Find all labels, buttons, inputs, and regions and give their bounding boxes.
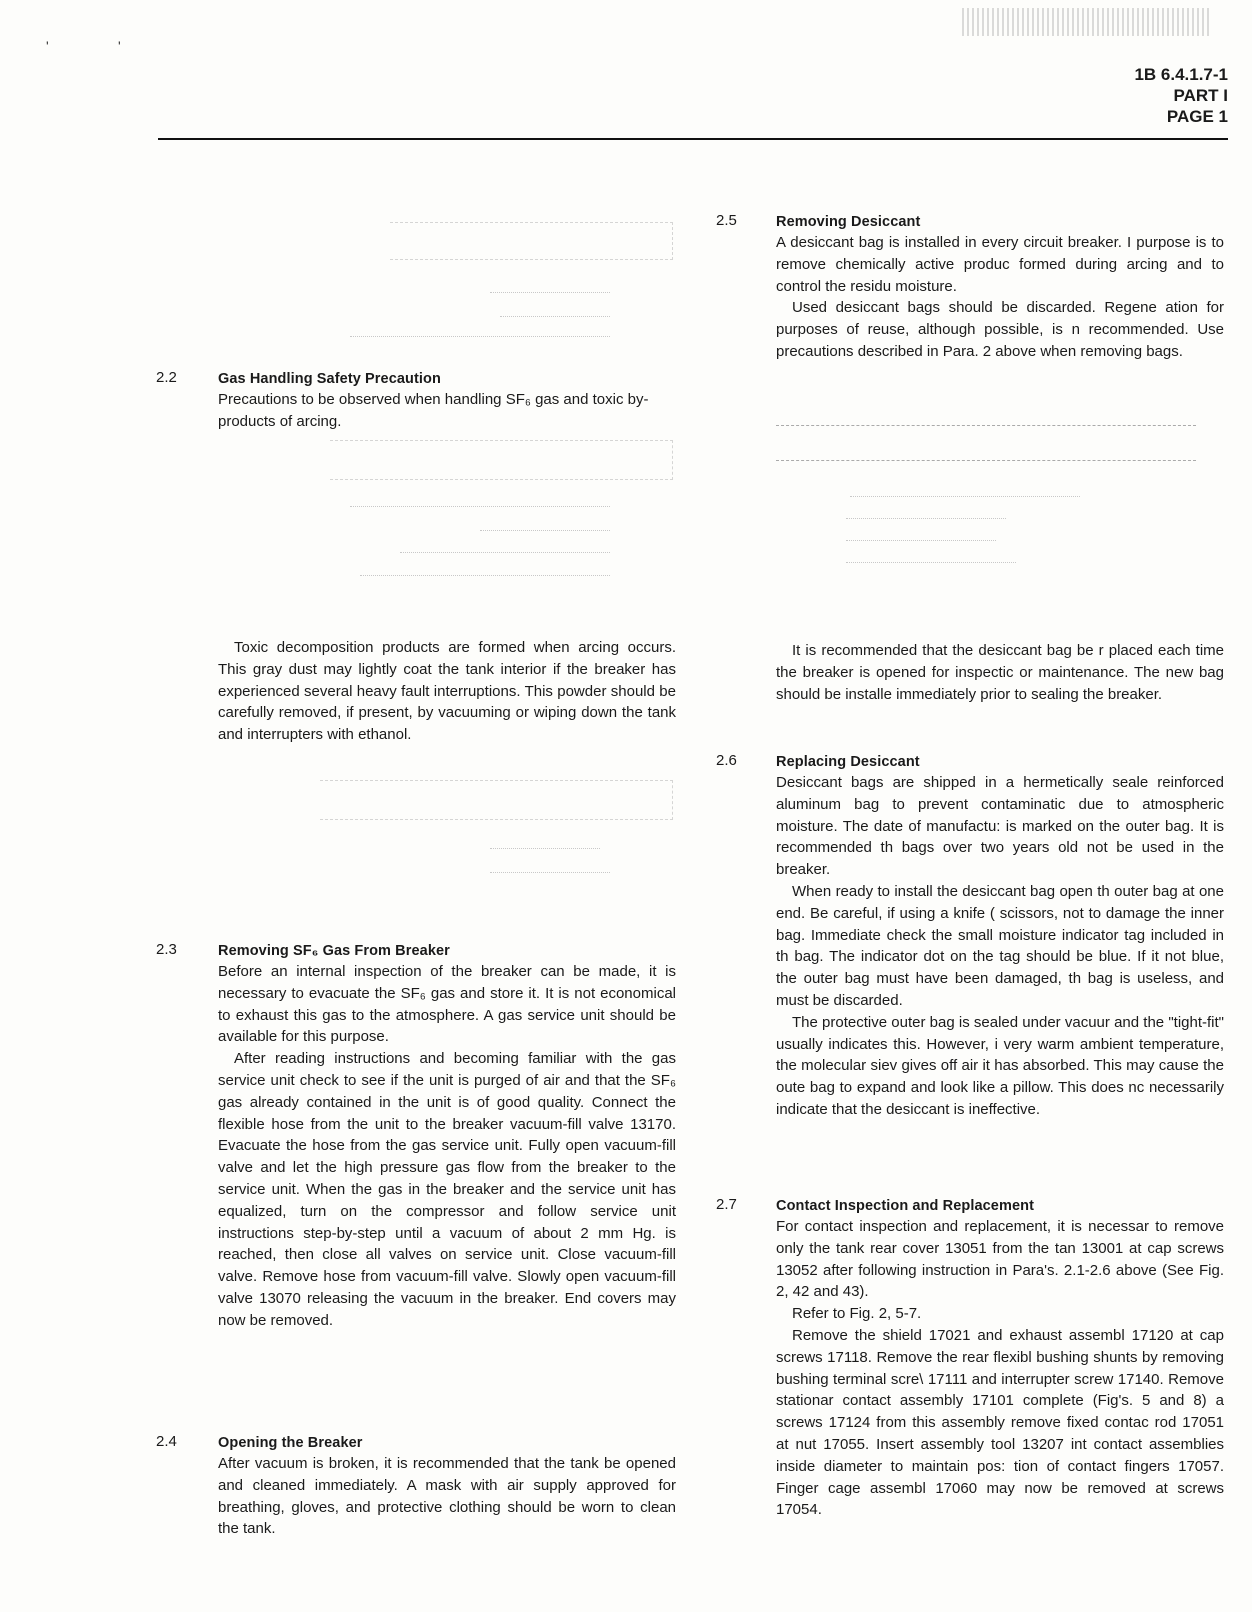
faded-text-line bbox=[350, 336, 610, 338]
faded-warning-box bbox=[330, 440, 673, 480]
paragraph: A desiccant bag is installed in every circuit breaker. I purpose is to remove chemically active produc formed during arcing and to control the residu moisture. bbox=[776, 234, 1224, 295]
faded-text-line bbox=[490, 292, 610, 294]
doc-number: 1B 6.4.1.7-1 bbox=[1134, 65, 1228, 84]
scan-noise bbox=[962, 8, 1212, 36]
paragraph: After vacuum is broken, it is recommended that the tank be opened and cleaned immediately. A mask with air supply approved for breathing, gloves, and protective clothing should be worn to clean the tank. bbox=[218, 1455, 676, 1538]
faded-text-line bbox=[480, 530, 610, 532]
paragraph: Remove the shield 17021 and exhaust assembl 17120 at cap screws 17118. Remove the rear flexibl bushing shunts by removing bushing terminal scre\ 17111 and interrupter screw 17140. Remove stationar contact assembly 17101 complete (Fig's. 5 and 8) a screws 17124 from this assembly remove fixed contac rod 17051 at nut 17055. Insert assembly tool 13207 int contact assemblies inside diameter to maintain pos: tion of contact fingers 17057. Finger cage assembl 17060 may now be removed at screws 17054. bbox=[776, 1326, 1224, 1519]
page-label: PAGE 1 bbox=[1166, 107, 1228, 126]
section-title: Gas Handling Safety Precaution bbox=[218, 371, 441, 387]
paragraph: When ready to install the desiccant bag open th outer bag at one end. Be careful, if using a knife ( scissors, not to damage the inner bag. Immediate check the small moisture indicator tag included in th bag. The indicator dot on the tag should be blue. If it not blue, the outer bag must have been damaged, th bag is useless, and must be discarded. bbox=[776, 882, 1224, 1009]
faded-text-line bbox=[846, 562, 1016, 564]
faded-text-line bbox=[400, 552, 610, 554]
faded-text-line bbox=[360, 575, 610, 577]
faded-text-line bbox=[846, 518, 1006, 520]
faded-text-line bbox=[490, 872, 610, 874]
paragraph: For contact inspection and replacement, it is necessar to remove only the tank rear cover 13051 from the tan 13001 at cap screws 13052 after following instruction in Para's. 2.1-2.6 above (See Fig. 2, 42 and 43). bbox=[776, 1218, 1224, 1301]
section-2-2 bbox=[218, 369, 676, 433]
section-2-5-continued bbox=[776, 640, 1224, 705]
section-2-7 bbox=[776, 1196, 1224, 1521]
paragraph: Refer to Fig. 2, 5-7. bbox=[792, 1305, 922, 1323]
section-title: Removing Desiccant bbox=[776, 214, 921, 230]
section-number: 2.6 bbox=[716, 752, 737, 769]
paragraph: Desiccant bags are shipped in a hermetically seale reinforced aluminum bag to prevent contaminatic due to atmospheric moisture. The date of manufactu: is marked on the outer bag. It is recommended th bags over two years old not be used in the breaker. bbox=[776, 774, 1224, 879]
faded-text-line bbox=[490, 848, 600, 850]
faded-text-line bbox=[350, 506, 610, 508]
paragraph: Before an internal inspection of the breaker can be made, it is necessary to evacuate the SF₆ gas and store it. It is not economical to exhaust this gas to the atmosphere. A gas service unit should be available for this purpose. bbox=[218, 963, 676, 1046]
section-number: 2.7 bbox=[716, 1196, 737, 1213]
section-2-3 bbox=[218, 941, 676, 1332]
paragraph: It is recommended that the desiccant bag be r placed each time the breaker is opened for inspectic or maintenance. The new bag should be installe immediately prior to sealing the breaker. bbox=[776, 642, 1224, 703]
paragraph: Used desiccant bags should be discarded. Regene ation for purposes of reuse, although possible, is n recommended. Use precautions described in Para. 2 above when removing bags. bbox=[776, 299, 1224, 360]
section-number: 2.4 bbox=[156, 1433, 177, 1450]
faded-warning-box bbox=[390, 222, 673, 260]
paragraph: Toxic decomposition products are formed when arcing occurs. This gray dust may lightly coat the tank interior if the breaker has experienced several heavy fault interruptions. This powder should be carefully removed, if present, by vacuuming or wiping down the tank and interrupters with ethanol. bbox=[218, 639, 676, 744]
paragraph: The protective outer bag is sealed under vacuur and the "tight-fit" usually indicates this. However, i very warm ambient temperature, the molecular siev gives off air it has absorbed. This may cause the oute bag to expand and look like a pillow. This does nc necessarily indicate that the desiccant is ineffective. bbox=[776, 1013, 1224, 1118]
section-title: Replacing Desiccant bbox=[776, 754, 920, 770]
scan-speck: ' bbox=[118, 38, 121, 54]
faded-text-line bbox=[850, 496, 1080, 498]
faded-box-bottom bbox=[776, 460, 1196, 462]
section-2-4 bbox=[218, 1433, 676, 1540]
section-number: 2.5 bbox=[716, 212, 737, 229]
scan-speck: ' bbox=[46, 38, 49, 54]
faded-warning-box bbox=[320, 780, 673, 820]
section-2-6 bbox=[776, 752, 1224, 1121]
section-number: 2.3 bbox=[156, 941, 177, 958]
header-rule bbox=[158, 138, 1228, 140]
page-header bbox=[1134, 64, 1228, 127]
faded-box-top bbox=[776, 425, 1196, 427]
paragraph: Precautions to be observed when handling SF₆ gas and toxic by-products of arcing. bbox=[218, 391, 649, 430]
section-title: Opening the Breaker bbox=[218, 1435, 363, 1451]
section-title: Contact Inspection and Replacement bbox=[776, 1198, 1034, 1214]
part-label: PART I bbox=[1173, 86, 1228, 105]
faded-text-line bbox=[846, 540, 996, 542]
faded-text-line bbox=[500, 316, 610, 318]
paragraph: After reading instructions and becoming familiar with the gas service unit check to see if the unit is purged of air and that the SF₆ gas already contained in the unit is of good quality. Connect the flexible hose from the unit to the breaker vacuum-fill valve 13170. Evacuate the hose from the gas service unit. Fully open vacuum-fill valve and let the high pressure gas flow from the breaker to the service unit. When the gas in the breaker and the service unit has equalized, turn on the compressor and follow service unit instructions step-by-step until a vacuum of about 2 mm Hg. is reached, then close all valves on service unit. Close vacuum-fill valve. Remove hose from vacuum-fill valve. Slowly open vacuum-fill valve 13070 releasing the vacuum in the breaker. End covers may now be removed. bbox=[218, 1050, 676, 1329]
section-2-2-continued bbox=[218, 637, 676, 746]
section-2-5 bbox=[776, 212, 1224, 363]
section-title: Removing SF₆ Gas From Breaker bbox=[218, 943, 450, 959]
section-number: 2.2 bbox=[156, 369, 177, 386]
